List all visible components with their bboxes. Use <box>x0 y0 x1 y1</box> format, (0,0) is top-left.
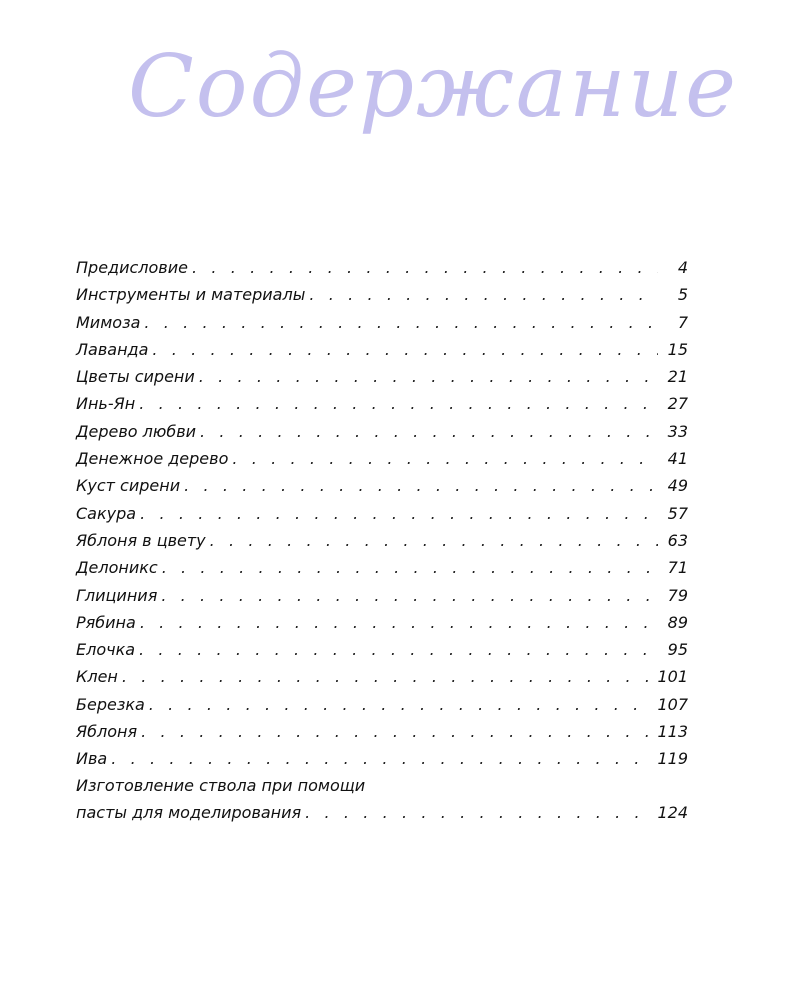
toc-entry-lavender[interactable] <box>76 336 688 363</box>
dot-leader <box>305 799 651 826</box>
dot-leader <box>111 745 651 772</box>
toc-entry-label: Дерево любви <box>76 421 197 441</box>
dot-leader <box>199 363 658 390</box>
toc-entry-label: Сакура <box>76 503 137 523</box>
toc-entry-label: Инь-Ян <box>76 394 136 414</box>
toc-entry-label: Куст сирени <box>76 476 181 496</box>
toc-entry-page: 71 <box>667 558 688 578</box>
toc-entry-apple-blossom[interactable] <box>76 527 688 554</box>
toc-entry-rowan[interactable] <box>76 609 688 636</box>
toc-entry-label: Березка <box>76 694 145 714</box>
dot-leader <box>152 336 658 363</box>
toc-entry-page: 113 <box>657 722 688 742</box>
toc-entry-willow[interactable] <box>76 745 688 772</box>
dot-leader <box>139 390 658 417</box>
dot-leader <box>139 636 658 663</box>
toc-entry-page: 41 <box>667 449 688 469</box>
toc-entry-page: 119 <box>657 749 688 769</box>
table-of-contents <box>76 254 688 826</box>
toc-entry-label: Цветы сирени <box>76 367 195 387</box>
dot-leader <box>161 582 658 609</box>
toc-entry-yin-yang[interactable] <box>76 390 688 417</box>
toc-entry-money-tree[interactable] <box>76 445 688 472</box>
toc-entry-label: Клен <box>76 667 118 687</box>
toc-entry-page: 79 <box>667 585 688 605</box>
toc-entry-label: Денежное дерево <box>76 449 229 469</box>
toc-entry-page: 27 <box>667 394 688 414</box>
toc-entry-page: 21 <box>667 367 688 387</box>
toc-entry-page: 101 <box>657 667 688 687</box>
toc-entry-label: Мимоза <box>76 312 141 332</box>
toc-entry-birch[interactable] <box>76 691 688 718</box>
toc-entry-label-line2: пасты для моделирования <box>76 802 302 822</box>
toc-entry-apple-tree[interactable] <box>76 718 688 745</box>
toc-entry-label-line1: Изготовление ствола при помощи <box>76 775 366 795</box>
toc-entry-lilac-bush[interactable] <box>76 472 688 499</box>
toc-entry-page: 49 <box>667 476 688 496</box>
dot-leader <box>149 691 652 718</box>
dot-leader <box>200 418 658 445</box>
toc-entry-label: Ива <box>76 749 108 769</box>
toc-entry-label: Яблоня в цвету <box>76 530 206 550</box>
dot-leader <box>144 309 658 336</box>
dot-leader <box>309 281 658 308</box>
dot-leader <box>122 663 652 690</box>
dot-leader <box>140 500 658 527</box>
toc-entry-page: 124 <box>657 802 688 822</box>
dot-leader <box>141 718 651 745</box>
toc-entry-tools[interactable] <box>76 281 688 308</box>
toc-entry-love-tree[interactable] <box>76 418 688 445</box>
toc-entry-page: 95 <box>667 640 688 660</box>
toc-entry-label: Делоникс <box>76 558 158 578</box>
toc-entry-preface[interactable] <box>76 254 688 281</box>
dot-leader <box>210 527 658 554</box>
toc-entry-label: Яблоня <box>76 722 138 742</box>
toc-entry-delonix[interactable] <box>76 554 688 581</box>
toc-entry-page: 57 <box>667 503 688 523</box>
toc-entry-trunk-modeling-paste[interactable] <box>76 773 688 826</box>
toc-entry-sakura[interactable] <box>76 500 688 527</box>
toc-entry-fir-tree[interactable] <box>76 636 688 663</box>
dot-leader <box>184 472 658 499</box>
toc-entry-page: 4 <box>677 258 688 277</box>
toc-entry-label: Рябина <box>76 612 136 632</box>
dot-leader <box>140 609 658 636</box>
toc-entry-label: Глициния <box>76 585 158 605</box>
dot-leader <box>192 254 658 281</box>
toc-entry-label: Инструменты и материалы <box>76 285 306 305</box>
toc-entry-label: Лаванда <box>76 339 149 359</box>
toc-entry-maple[interactable] <box>76 663 688 690</box>
toc-entry-wisteria[interactable] <box>76 582 688 609</box>
toc-entry-page: 15 <box>667 339 688 359</box>
toc-entry-page: 63 <box>667 530 688 550</box>
toc-entry-lilac-flowers[interactable] <box>76 363 688 390</box>
toc-entry-page: 33 <box>667 421 688 441</box>
dot-leader <box>232 445 658 472</box>
toc-entry-page: 5 <box>677 285 688 305</box>
toc-entry-label: Предисловие <box>76 258 188 277</box>
dot-leader <box>162 554 658 581</box>
toc-entry-label: Елочка <box>76 640 136 660</box>
toc-entry-page: 89 <box>667 612 688 632</box>
toc-entry-page: 107 <box>657 694 688 714</box>
page-title: Содержание <box>128 37 738 137</box>
toc-entry-page: 7 <box>677 312 688 332</box>
toc-entry-mimosa[interactable] <box>76 309 688 336</box>
